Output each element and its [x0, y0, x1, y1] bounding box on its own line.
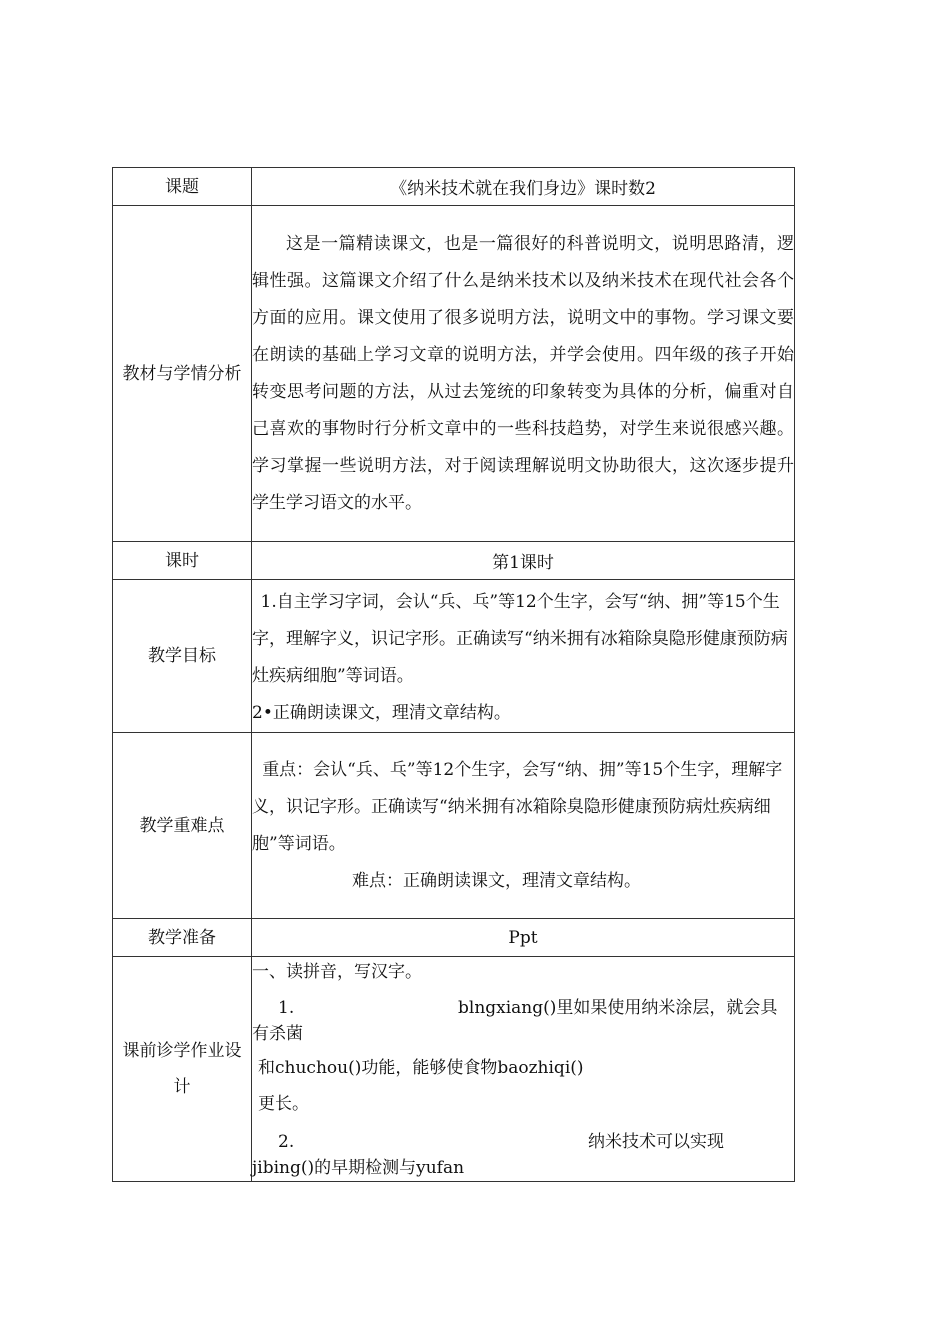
row-title	[113, 168, 795, 206]
label-homework	[113, 957, 252, 1182]
row-preparation	[113, 919, 795, 957]
label-analysis-text: 教材与学情分析	[122, 363, 242, 384]
homework-q1-line-b: 和chuchou()功能，能够使食物baozhiqi()	[258, 1058, 584, 1078]
lesson-plan-table	[112, 167, 795, 1182]
label-key-points: 教学重难点	[113, 733, 252, 919]
label-analysis	[113, 206, 252, 542]
label-homework-text: 课前诊学作业设计	[122, 1041, 242, 1097]
label-title: 课题	[113, 168, 252, 206]
homework-q2-line-a: 纳米技术可以实现	[588, 1132, 724, 1152]
row-homework	[113, 957, 795, 1182]
homework-q1-number: 1.	[278, 998, 295, 1018]
label-goals: 教学目标	[113, 580, 252, 733]
homework-q1-line-a: blngxiang()里如果使用纳米涂层，就会具有杀菌	[252, 998, 778, 1044]
homework-heading: 一、读拼音，写汉字。	[252, 962, 422, 982]
value-analysis	[252, 206, 795, 542]
homework-q2	[252, 1129, 794, 1155]
key-point-difficulty: 难点：正确朗读课文，理清文章结构。	[352, 870, 641, 891]
value-preparation: Ppt	[252, 919, 795, 957]
value-homework	[252, 957, 795, 1182]
row-period	[113, 542, 795, 580]
label-preparation: 教学准备	[113, 919, 252, 957]
value-goals	[252, 580, 795, 733]
goal-item-2: 2•正确朗读课文，理清文章结构。	[252, 703, 511, 723]
label-period: 课时	[113, 542, 252, 580]
homework-q1-line-c: 更长。	[258, 1094, 309, 1114]
key-point-focus: 重点：会认“兵、乓”等12个生字，会写“纳、拥”等15个生字，理解字义，识记字形。正确读写“纳米拥有冰箱除臭隐形健康预防病灶疾病细胞”等词语。	[252, 759, 783, 854]
homework-q2-line-b: jibing()的早期检测与yufan	[252, 1158, 465, 1178]
analysis-paragraph: 这是一篇精读课文，也是一篇很好的科普说明文，说明思路清，逻辑性强。这篇课文介绍了什么是纳米技术以及纳米技术在现代社会各个方面的应用。课文使用了很多说明方法，说明文中的事物。学习课文要在朗读的基础上学习文章的说明方法，并学会使用。四年级的孩子开始转变思考问题的方法，从过去笼统的印象转变为具体的分析，偏重对自己喜欢的事物时行分析文章中的一些科技趋势，对学生来说很感兴趣。学习掌握一些说明方法，对于阅读理解说明文协助很大，这次逐步提升学生学习语文的水平。	[252, 233, 794, 513]
row-goals	[113, 580, 795, 733]
value-key-points	[252, 733, 795, 919]
value-title: 《纳米技术就在我们身边》课时数2	[252, 168, 795, 206]
value-period: 第1课时	[252, 542, 795, 580]
homework-q2-number: 2.	[278, 1132, 295, 1152]
goal-item-1: 1.自主学习字词，会认“兵、乓”等12个生字，会写“纳、拥”等15个生字，理解字义，识记字形。正确读写“纳米拥有冰箱除臭隐形健康预防病灶疾病细胞”等词语。	[252, 592, 788, 686]
homework-q1	[252, 995, 794, 1047]
row-key-points	[113, 733, 795, 919]
row-analysis	[113, 206, 795, 542]
